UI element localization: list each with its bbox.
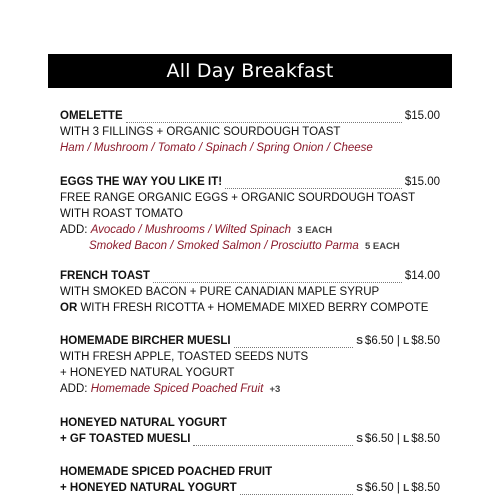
addon-options: Homemade Spiced Poached Fruit	[90, 383, 264, 395]
menu-item-eggs	[60, 174, 440, 254]
menu-item-poached-fruit	[60, 464, 440, 496]
item-options: Ham / Mushroom / Tomato / Spinach / Spring Onion / Cheese	[60, 142, 373, 154]
item-description: + HONEYED NATURAL YOGURT	[60, 367, 235, 379]
size-large-label: L	[403, 336, 410, 347]
item-description: WITH SMOKED BACON + PURE CANADIAN MAPLE SYRUP	[60, 286, 380, 298]
price-small: $6.50	[364, 482, 394, 494]
addon-options: Smoked Bacon / Smoked Salmon / Prosciutto Parma	[89, 240, 359, 252]
size-large-label: L	[403, 434, 410, 445]
item-name: HOMEMADE BIRCHER MUESLI	[60, 335, 231, 347]
item-name: HOMEMADE SPICED POACHED FRUIT	[60, 466, 273, 478]
item-name: FRENCH TOAST	[60, 270, 150, 282]
leader-dots	[193, 435, 353, 446]
or-label: OR	[60, 302, 78, 314]
size-small-label: S	[356, 434, 363, 445]
size-large-label: L	[403, 483, 410, 494]
item-description: FREE RANGE ORGANIC EGGS + ORGANIC SOURDOUGH TOAST	[60, 192, 416, 204]
item-price: $15.00	[404, 110, 440, 122]
item-price: $14.00	[404, 270, 440, 282]
item-name: EGGS THE WAY YOU LIKE IT!	[60, 176, 223, 188]
item-name: + GF TOASTED MUESLI	[60, 433, 191, 445]
price-large: $8.50	[411, 335, 440, 347]
item-addons	[60, 238, 440, 254]
item-header	[60, 108, 440, 124]
item-name: + HONEYED NATURAL YOGURT	[60, 482, 237, 494]
item-header	[60, 174, 440, 190]
item-price: $15.00	[404, 176, 440, 188]
size-small-label: S	[356, 483, 363, 494]
menu-item-yogurt	[60, 415, 440, 447]
item-price	[356, 333, 440, 350]
leader-dots	[153, 272, 402, 283]
item-addons	[60, 222, 440, 238]
price-large: $8.50	[411, 482, 440, 494]
menu-item-omelette	[60, 108, 440, 156]
price-separator: |	[396, 482, 400, 494]
item-header	[60, 480, 440, 496]
alt-description: WITH FRESH RICOTTA + HOMEMADE MIXED BERRY COMPOTE	[80, 302, 429, 314]
item-header	[60, 268, 440, 284]
add-label: ADD:	[60, 224, 88, 236]
item-price	[356, 480, 440, 497]
item-addons	[60, 381, 440, 397]
menu-item-french-toast	[60, 268, 440, 316]
leader-dots	[234, 337, 354, 348]
item-header	[60, 333, 440, 349]
price-separator: |	[396, 335, 400, 347]
item-description: WITH ROAST TOMATO	[60, 208, 183, 220]
addon-options: Avocado / Mushrooms / Wilted Spinach	[90, 224, 292, 236]
leader-dots	[225, 178, 402, 189]
price-small: $6.50	[364, 433, 394, 445]
add-label: ADD:	[60, 383, 88, 395]
addon-price: 5 EACH	[364, 241, 400, 252]
item-price	[356, 431, 440, 448]
addon-price: +3	[269, 384, 281, 395]
item-description: WITH FRESH APPLE, TOASTED SEEDS NUTS	[60, 351, 309, 363]
leader-dots	[126, 112, 402, 123]
menu-item-bircher-muesli	[60, 333, 440, 397]
price-separator: |	[396, 433, 400, 445]
price-small: $6.50	[364, 335, 394, 347]
price-large: $8.50	[411, 433, 440, 445]
item-description: WITH 3 FILLINGS + ORGANIC SOURDOUGH TOAST	[60, 126, 341, 138]
size-small-label: S	[356, 336, 363, 347]
item-name: HONEYED NATURAL YOGURT	[60, 417, 227, 429]
item-name: OMELETTE	[60, 110, 123, 122]
item-description	[60, 300, 440, 316]
addon-price: 3 EACH	[297, 225, 333, 236]
leader-dots	[240, 484, 354, 495]
item-header	[60, 431, 440, 447]
page-title: All Day Breakfast	[48, 54, 452, 88]
